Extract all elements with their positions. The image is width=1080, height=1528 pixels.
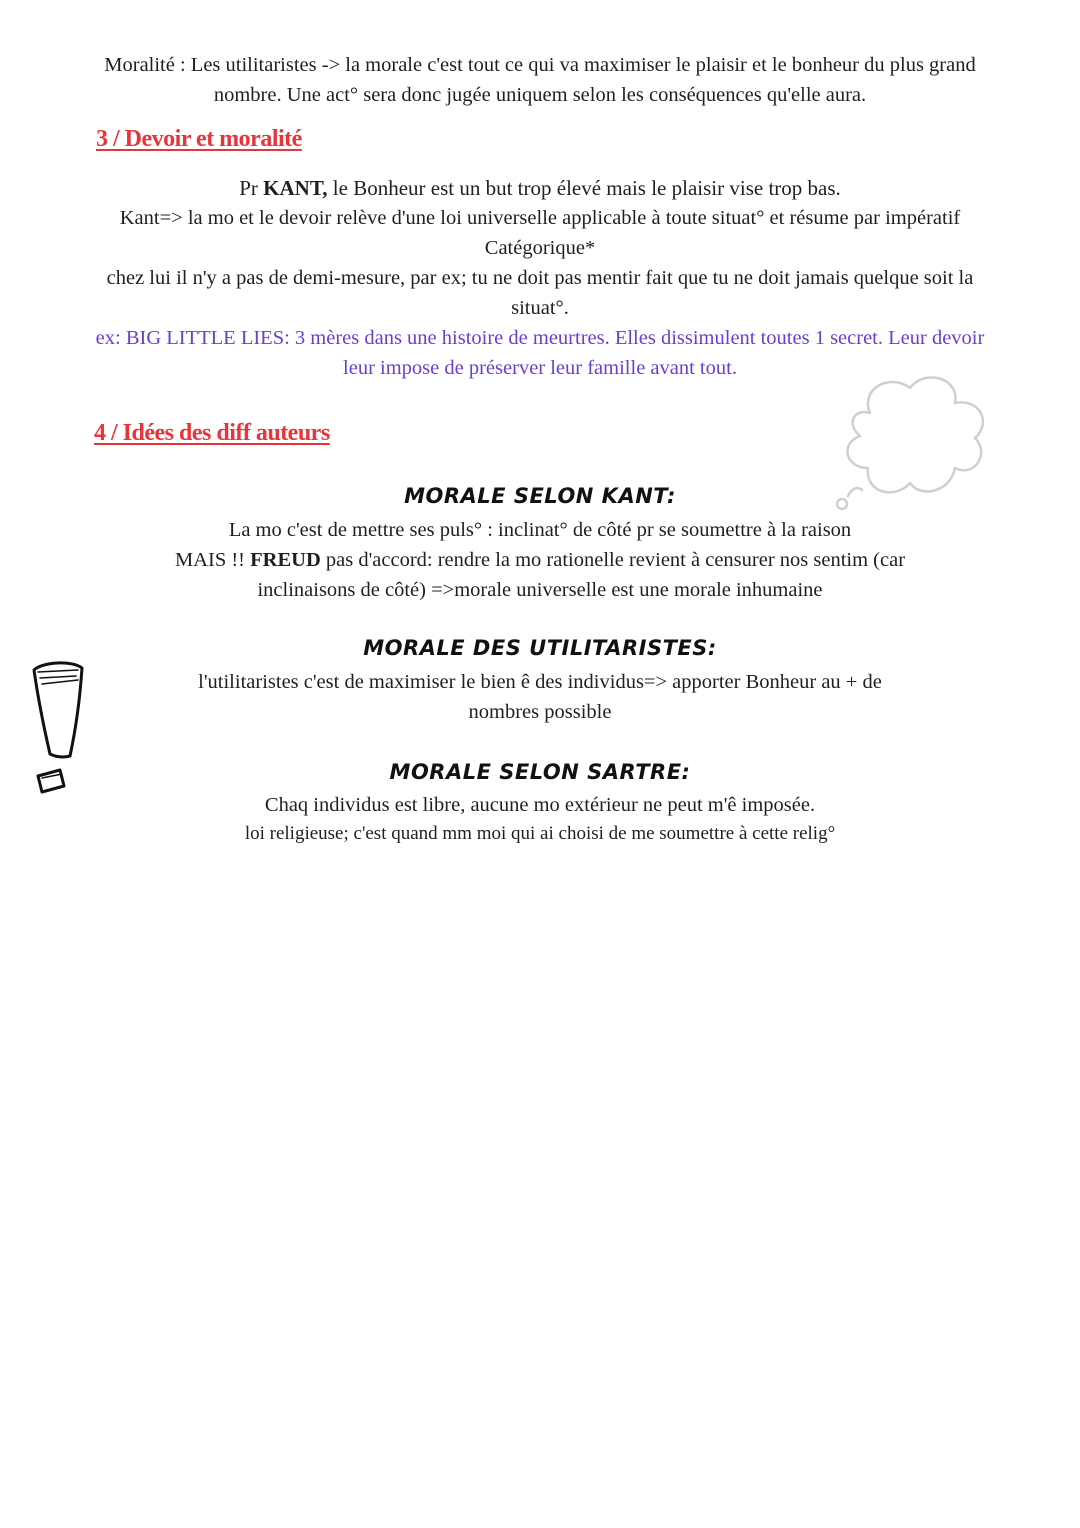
kant-title: MORALE SELON KANT: <box>404 484 676 508</box>
text-suffix: pas d'accord: rendre la mo rationelle revient à censurer nos sentim (car <box>320 549 906 571</box>
utilitarians-title: MORALE DES UTILITARISTES: <box>363 636 717 660</box>
section-3-line-2: Kant=> la mo et le devoir relève d'une loi universelle applicable à toute situat° et résume par impératif <box>119 207 961 229</box>
section-3-line-5: situat°. <box>511 297 569 319</box>
intro-line-1: Moralité : Les utilitaristes -> la morale c'est tout ce qui va maximiser le plaisir et le bonheur du plus grand <box>104 54 976 76</box>
text-suffix: le Bonheur est un but trop élevé mais le plaisir vise trop bas. <box>327 176 841 200</box>
utilitarians-line-2: nombres possible <box>468 701 612 723</box>
kant-line-2 <box>0 545 1080 575</box>
section-4-heading: 4 / Idées des diff auteurs <box>94 420 330 446</box>
text-prefix: MAIS !! <box>174 549 251 571</box>
freud-name: FREUD <box>250 549 321 571</box>
section-3-line-4: chez lui il n'y a pas de demi-mesure, par ex; tu ne doit pas mentir fait que tu ne doit jamais quelque soit la <box>106 267 974 289</box>
kant-line-3: inclinaisons de côté) =>morale universelle est une morale inhumaine <box>257 579 823 601</box>
sartre-line-1: Chaq individus est libre, aucune mo extérieur ne peut m'ê imposée. <box>264 794 816 816</box>
kant-name: KANT, <box>263 176 328 200</box>
section-3-line-1 <box>0 173 1080 203</box>
example-line-2: leur impose de préserver leur famille avant tout. <box>343 357 737 379</box>
intro-line-2: nombre. Une act° sera donc jugée uniquem selon les conséquences qu'elle aura. <box>213 84 867 106</box>
sartre-line-2: loi religieuse; c'est quand mm moi qui ai choisi de me soumettre à cette relig° <box>244 823 836 844</box>
section-3-heading: 3 / Devoir et moralité <box>96 126 302 152</box>
sartre-title: MORALE SELON SARTRE: <box>389 760 691 784</box>
example-line-1: ex: BIG LITTLE LIES: 3 mères dans une histoire de meurtres. Elles dissimulent toutes 1 secret. Leur devoir <box>95 327 985 349</box>
section-3-line-3: Catégorique* <box>484 237 596 259</box>
text-prefix: Pr <box>239 176 264 200</box>
exclamation-icon <box>28 658 90 808</box>
kant-line-1: La mo c'est de mettre ses puls° : inclinat° de côté pr se soumettre à la raison <box>228 519 852 541</box>
utilitarians-line-1: l'utilitaristes c'est de maximiser le bien ê des individus=> apporter Bonheur au + de <box>198 671 882 693</box>
